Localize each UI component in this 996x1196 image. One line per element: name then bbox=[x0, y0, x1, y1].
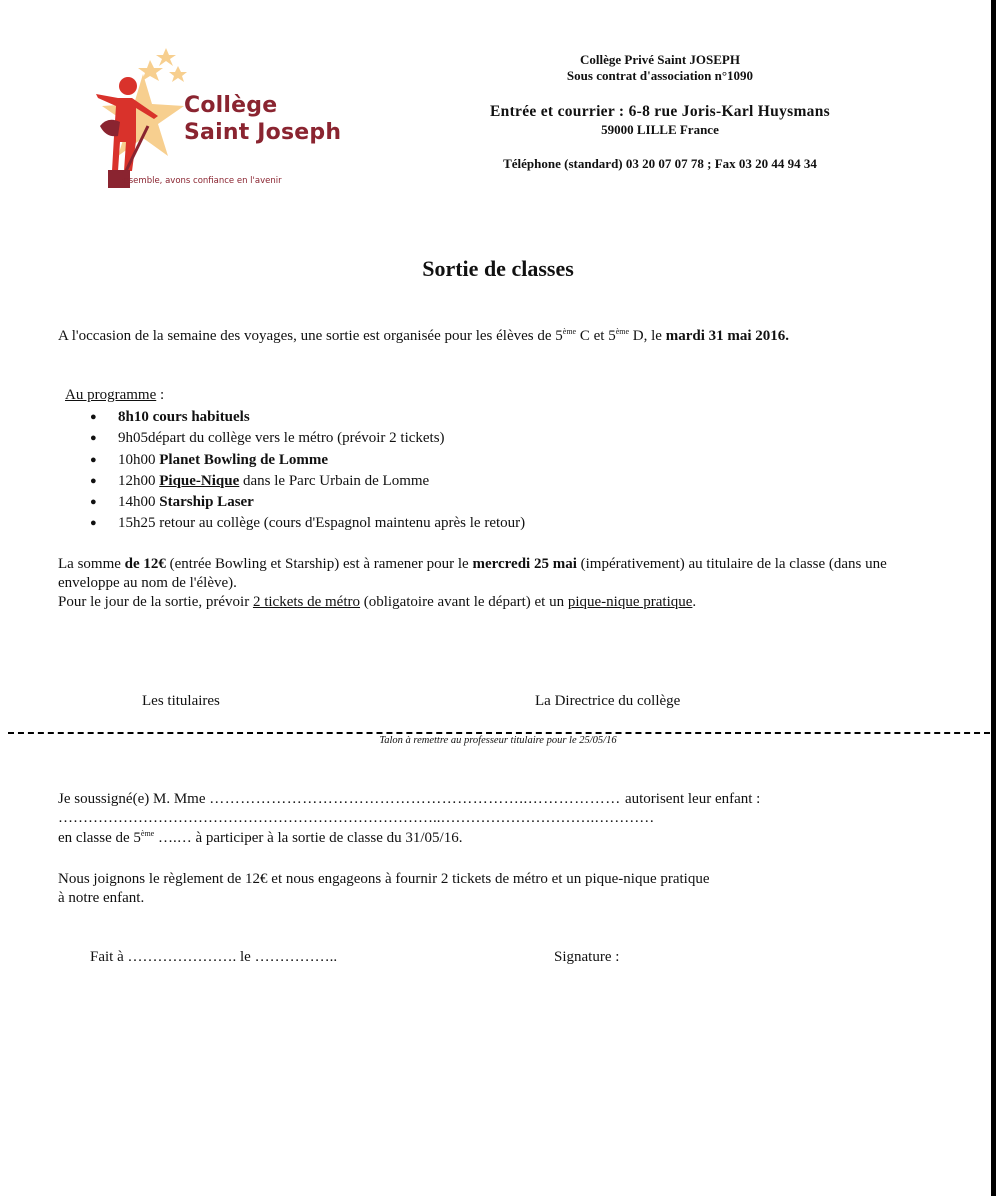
place-date-field[interactable]: Fait à …………………. le …………….. bbox=[90, 949, 338, 965]
form-line-class bbox=[58, 830, 462, 847]
payment-amount: de 12€ bbox=[124, 556, 166, 572]
program-heading bbox=[65, 387, 164, 404]
payment-deadline: mercredi 25 mai bbox=[472, 556, 577, 572]
intro-text: D, le bbox=[629, 328, 666, 344]
signature-teachers: Les titulaires bbox=[142, 693, 220, 709]
commitment-line1: Nous joignons le règlement de 12€ et nous engageons à fournir 2 tickets de métro et un pique-nique pratique bbox=[58, 871, 710, 887]
item-text: dans le Parc Urbain de Lomme bbox=[239, 472, 430, 489]
form-label: en classe de 5 bbox=[58, 830, 141, 846]
item-text: départ du collège vers le métro (prévoir 2 tickets) bbox=[148, 430, 445, 447]
phone-fax: Téléphone (standard) 03 20 07 07 78 ; Fax 03 20 44 94 34 bbox=[503, 156, 817, 171]
page-edge-bar bbox=[991, 0, 996, 1196]
payment-text: Pour le jour de la sortie, prévoir bbox=[58, 594, 253, 610]
program-heading-suffix: : bbox=[156, 387, 165, 403]
address: Entrée et courrier : 6-8 rue Joris-Karl Huysmans bbox=[490, 103, 830, 120]
metro-tickets: 2 tickets de métro bbox=[252, 594, 361, 610]
picnic: pique-nique pratique bbox=[567, 594, 693, 610]
form-line-parent bbox=[58, 791, 760, 808]
payment-text: (obligatoire avant le départ) et un bbox=[360, 594, 568, 610]
school-logo bbox=[88, 46, 358, 196]
form-label: Je soussigné(e) M. Mme bbox=[58, 791, 210, 807]
bullet-icon: ● bbox=[90, 496, 97, 509]
intro-text: C et 5 bbox=[576, 328, 616, 344]
item-text: Starship Laser bbox=[155, 494, 254, 511]
child-name-field[interactable]: …………………………………………………………………..………………………….………… bbox=[58, 810, 655, 826]
item-time: 12h00 bbox=[118, 472, 156, 489]
item-time: 14h00 bbox=[118, 494, 156, 511]
item-time: 8h10 bbox=[118, 409, 149, 425]
list-item bbox=[90, 407, 525, 428]
page-title: Sortie de classes bbox=[422, 256, 574, 281]
bullet-icon: ● bbox=[90, 432, 97, 445]
bullet-icon: ● bbox=[90, 474, 97, 487]
payment-text: (entrée Bowling et Starship) est à ramener pour le bbox=[165, 556, 473, 572]
list-item bbox=[90, 428, 525, 449]
item-text: retour au collège (cours d'Espagnol maintenu après le retour) bbox=[155, 515, 526, 532]
payment-text: (impérativement) au titulaire de la classe (dans une enveloppe au nom de l'élève). bbox=[58, 556, 887, 591]
program-list bbox=[90, 407, 525, 535]
city: 59000 LILLE France bbox=[601, 122, 719, 137]
class-field[interactable]: ….… à participer à la sortie de classe du 31/05/16. bbox=[154, 830, 463, 846]
contract-number: Sous contrat d'association n°1090 bbox=[566, 68, 754, 83]
payment-text: . bbox=[692, 594, 697, 610]
superscript: ème bbox=[562, 327, 577, 336]
item-time: 15h25 bbox=[118, 515, 156, 532]
logo-figure-icon bbox=[88, 46, 198, 196]
payment-paragraph bbox=[58, 555, 938, 612]
item-text: cours habituels bbox=[148, 409, 250, 425]
payment-text: La somme bbox=[58, 556, 125, 572]
signature-director: La Directrice du collège bbox=[535, 693, 681, 709]
list-item bbox=[90, 450, 525, 471]
talon-caption: Talon à remettre au professeur titulaire pour le 25/05/16 bbox=[379, 735, 617, 746]
list-item bbox=[90, 471, 525, 492]
cut-line bbox=[8, 732, 990, 734]
bullet-icon: ● bbox=[90, 411, 97, 423]
intro-paragraph bbox=[58, 327, 938, 346]
logo-name-line2: Saint Joseph bbox=[184, 120, 342, 145]
item-time: 9h05 bbox=[118, 430, 148, 447]
school-name: Collège Privé Saint JOSEPH bbox=[580, 52, 740, 67]
logo-name-line1: Collège bbox=[184, 93, 278, 118]
list-item bbox=[90, 492, 525, 513]
list-item bbox=[90, 513, 525, 534]
item-text: Planet Bowling de Lomme bbox=[155, 451, 328, 468]
program-heading-label: Au programme bbox=[65, 387, 157, 403]
superscript: ème bbox=[140, 829, 155, 838]
item-time: 10h00 bbox=[118, 451, 156, 468]
logo-tagline: Ensemble, avons confiance en l'avenir bbox=[118, 176, 282, 186]
commitment-line2: à notre enfant. bbox=[58, 890, 145, 906]
signature-field[interactable]: Signature : bbox=[554, 949, 620, 965]
item-underlined: Pique-Nique bbox=[159, 472, 240, 489]
outing-date: mardi 31 mai 2016. bbox=[665, 328, 790, 344]
logo-name bbox=[184, 92, 341, 146]
intro-text: A l'occasion de la semaine des voyages, une sortie est organisée pour les élèves de 5 bbox=[58, 328, 563, 344]
superscript: ème bbox=[615, 327, 630, 336]
parent-name-field[interactable]: ……………………………………………………..……………… bbox=[209, 791, 625, 807]
form-label: autorisent leur enfant : bbox=[624, 791, 761, 807]
bullet-icon: ● bbox=[90, 517, 97, 530]
bullet-icon: ● bbox=[90, 453, 97, 466]
